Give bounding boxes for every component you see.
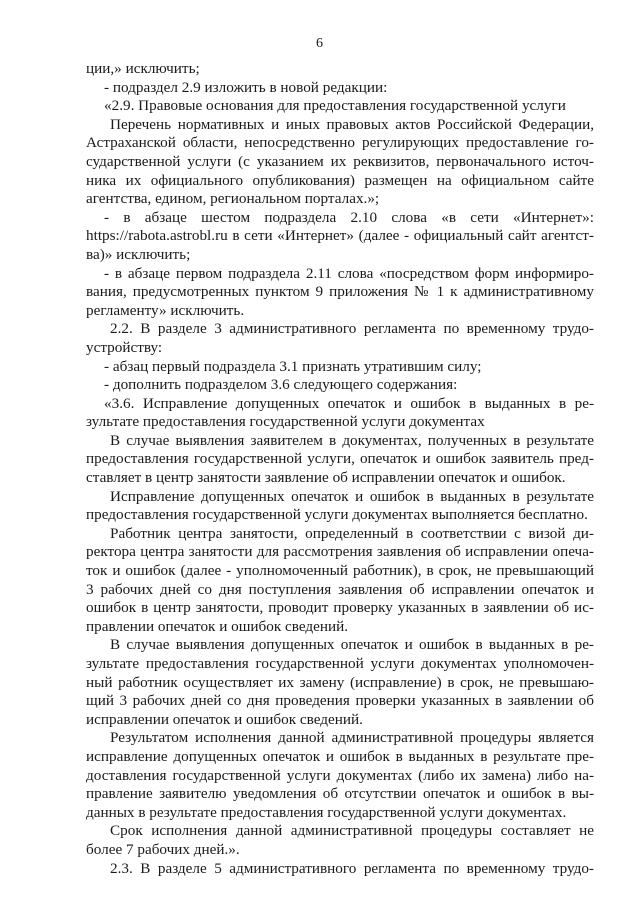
text-line: зультате предоставления государственной услуги документах уполномочен- (86, 655, 594, 672)
text-line: ток и ошибок (далее - уполномоченный работник), в срок, не превышающий (86, 562, 594, 580)
text-line: щий 3 рабочих дней со дня проведения проверки указанных в заявлении об (86, 692, 594, 710)
text-line: правлении опечаток и ошибок сведений. (86, 617, 349, 635)
text-line: сударственной услуги (с указанием их реквизитов, первоначального источ- (86, 152, 594, 170)
text-line: В случае выявления заявителем в документах, полученных в результате (110, 431, 594, 449)
text-line: Срок исполнения данной административной процедуры составляет не (110, 822, 594, 840)
text-line: зультате предоставления государственной услуги документах (86, 413, 485, 431)
text-line: «2.9. Правовые основания для предоставления государственной услуги (104, 97, 566, 115)
text-line: Перечень нормативных и иных правовых актов Российской Федерации, (110, 115, 594, 133)
text-line: устройству: (86, 338, 163, 356)
text-line: Результатом исполнения данной административной процедуры является (110, 729, 594, 747)
text-line: - в абзаце шестом подраздела 2.10 слова «в сети «Интернет»: (104, 208, 594, 226)
text-line: - подраздел 2.9 изложить в новой редакции: (104, 78, 388, 96)
text-line: ставляет в центр занятости заявление об исправлении опечаток и ошибок. (86, 469, 566, 487)
text-line: ции,» исключить; (86, 60, 200, 77)
text-line: исправлении опечаток и ошибок сведений. (86, 710, 363, 728)
text-line: В случае выявления допущенных опечаток и ошибок в выданных в ре- (110, 636, 594, 654)
page-number: 6 (316, 36, 323, 51)
text-line: - дополнить подразделом 3.6 следующего содержания: (104, 376, 458, 394)
text-line: Работник центра занятости, определенный в соответствии с визой ди- (110, 524, 594, 542)
text-line: вания, предусмотренных пунктом 9 приложения № 1 к административному (86, 283, 594, 301)
text-line: ный работник осуществляет их замену (исправление) в срок, не превышаю- (86, 673, 594, 691)
text-line: предоставления государственной услуги, опечаток и ошибок заявитель пред- (86, 450, 594, 468)
text-line: данных в результате предоставления государственной услуги документах. (86, 803, 567, 821)
text-line: правление заявителю уведомления об отсутствии опечаток и ошибок в вы- (86, 785, 594, 803)
text-line: доставления государственной услуги документах (либо их замена) либо на- (86, 766, 594, 784)
text-line: ника их официального опубликования) размещен на официальном сайте (86, 171, 594, 189)
text-line: «3.6. Исправление допущенных опечаток и ошибок в выданных в ре- (104, 394, 594, 412)
text-line: https://rabota.astrobl.ru в сети «Интернет» (далее - официальный сайт агентст- (86, 227, 594, 245)
document-body (86, 60, 594, 878)
text-line: ошибок в центр занятости, проводит проверку указанных в заявлении об ис- (86, 599, 594, 617)
text-line: более 7 рабочих дней.». (86, 840, 240, 858)
text-line: исправление допущенных опечаток и ошибок в выданных в результате пре- (86, 747, 594, 765)
text-line: Астраханской области, непосредственно регулирующих предоставление го- (86, 134, 594, 152)
text-line: предоставления государственной услуги документах выполняется бесплатно. (86, 506, 588, 524)
text-line: регламенту» исключить. (86, 301, 245, 319)
text-line: Исправление допущенных опечаток и ошибок в выданных в результате (110, 487, 594, 505)
text-line: ва)» исключить; (86, 245, 191, 263)
text-line: 2.2. В разделе 3 административного регламента по временному трудо- (110, 320, 594, 338)
text-line: - в абзаце первом подраздела 2.11 слова «посредством форм информиро- (104, 264, 594, 282)
text-line: 2.3. В разделе 5 административного регламента по временному трудо- (110, 859, 594, 877)
text-line: ректора центра занятости для рассмотрения заявления об исправлении опеча- (86, 543, 594, 561)
text-line: агентства, едином, региональном порталах.»; (86, 190, 380, 208)
text-line: 3 рабочих дней со дня поступления заявления об исправлении опечаток и (86, 580, 594, 598)
text-line: - абзац первый подраздела 3.1 признать утратившим силу; (104, 357, 482, 375)
